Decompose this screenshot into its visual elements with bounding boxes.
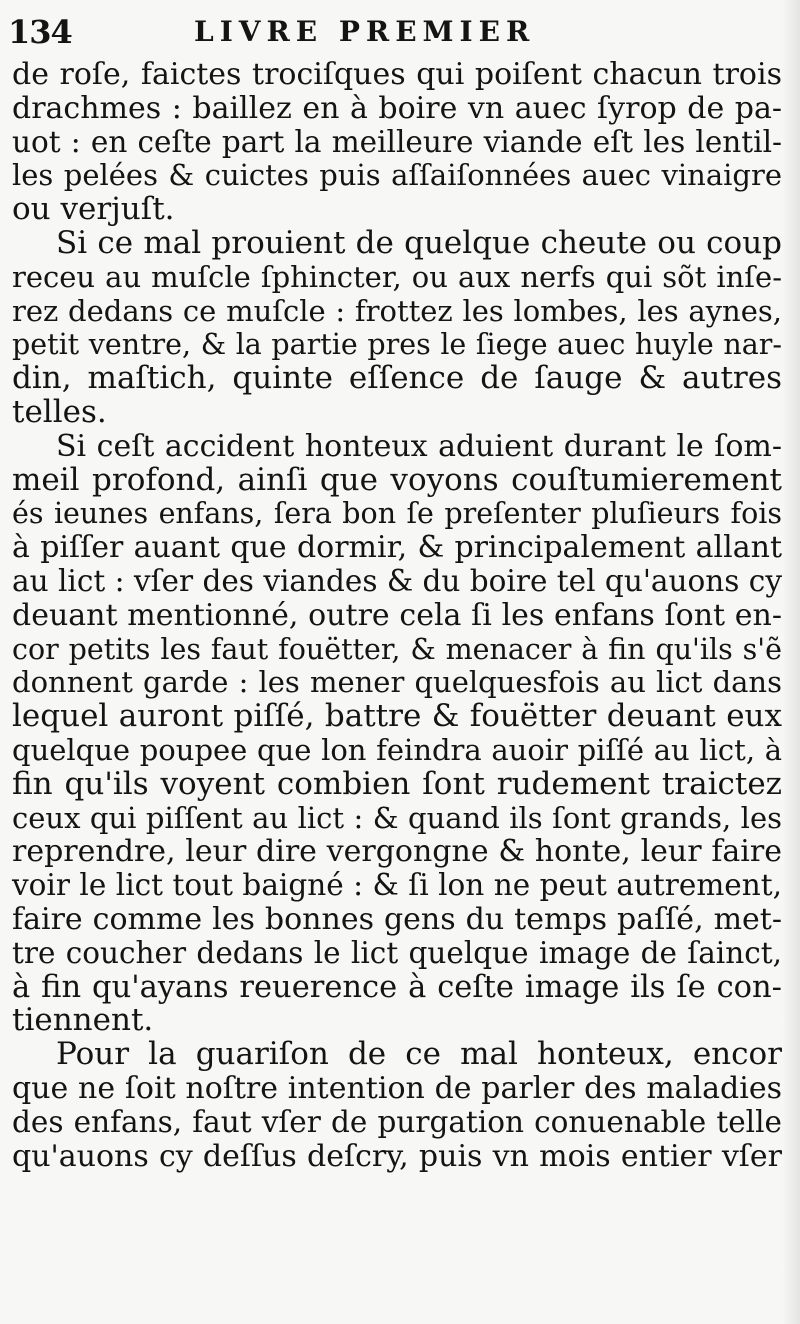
- text-line: les pelées & cuictes puis aſſaiſonnées auec vinaigre: [12, 158, 782, 193]
- text-line: és ieunes enfans, ſera bon ſe preſenter pluſieurs fois: [12, 497, 782, 531]
- text-line: Si ce mal prouient de quelque cheute ou coup: [56, 224, 782, 261]
- text-line: au lict : vſer des viandes & du boire tel qu'auons cy: [12, 563, 782, 598]
- text-line: que ne ſoit noſtre intention de parler des maladies: [12, 1070, 782, 1106]
- text-line: deuant mentionné, outre cela ſi les enfans ſont en-: [12, 597, 782, 633]
- text-line: tiennent.: [12, 1002, 154, 1039]
- text-line: à fin qu'ayans reuerence à ceſte image ils ſe con-: [12, 969, 782, 1005]
- text-line: ou verjuſt.: [12, 191, 175, 228]
- text-line: quelque poupee que lon feindra auoir piſſé au lict, à: [12, 732, 782, 767]
- text-line: uot : en ceſte part la meilleure viande eſt les lentil-: [12, 124, 782, 159]
- text-line: telles.: [12, 393, 107, 430]
- text-line: tre coucher dedans le lict quelque image de ſainct,: [12, 935, 782, 970]
- text-line: cor petits les faut fouëtter, & menacer à fin qu'ils s'ẽ: [12, 632, 782, 666]
- text-line: ceux qui piſſent au lict : & quand ils ſont grands, les: [12, 800, 782, 835]
- text-line: meil profond, ainſi que voyons couſtumierement: [12, 461, 782, 498]
- text-line: qu'auons cy deſſus deſcry, puis vn mois entier vſer: [12, 1138, 782, 1174]
- text-line: des enfans, faut vſer de purgation conuenable telle: [12, 1104, 782, 1139]
- text-line: faire comme les bonnes gens du temps paſſé, met-: [12, 901, 782, 937]
- running-head: [8, 12, 768, 52]
- text-line: reprendre, leur dire vergongne & honte, leur faire: [12, 834, 782, 870]
- text-line: receu au muſcle ſphincter, ou aux nerfs qui sõt inſe-: [12, 259, 782, 294]
- text-line: rez dedans ce muſcle : frottez les lombes, les aynes,: [12, 293, 782, 328]
- text-line: Pour la guariſon de ce mal honteux, encor: [56, 1036, 782, 1073]
- text-line: de roſe, faictes trociſques qui poiſent chacun trois: [12, 57, 782, 92]
- text-line: à piſſer auant que dormir, & principalement allant: [12, 530, 782, 566]
- text-line: lequel auront piſſé, battre & fouëtter deuant eux: [12, 698, 782, 735]
- body-text: [12, 58, 782, 1173]
- text-line: Si ceſt accident honteux aduient durant le ſom-: [56, 428, 782, 464]
- text-line: din, maſtich, quinte eſſence de ſauge & autres: [12, 360, 782, 397]
- text-line: petit ventre, & la partie pres le ſiege auec huyle nar-: [12, 328, 782, 362]
- text-line: fin qu'ils voyent combien ſont rudement traictez: [12, 765, 782, 802]
- text-line: donnent garde : les mener quelquesfois au lict dans: [12, 665, 782, 700]
- text-line: voir le lict tout baigné : & ſi lon ne peut autrement,: [12, 868, 782, 903]
- text-line: drachmes : baillez en à boire vn auec ſyrop de pa-: [12, 90, 782, 126]
- running-head-title: LIVRE PREMIER: [194, 15, 536, 48]
- page-edge-shadow: [782, 0, 800, 1324]
- page-number: 134: [8, 13, 72, 51]
